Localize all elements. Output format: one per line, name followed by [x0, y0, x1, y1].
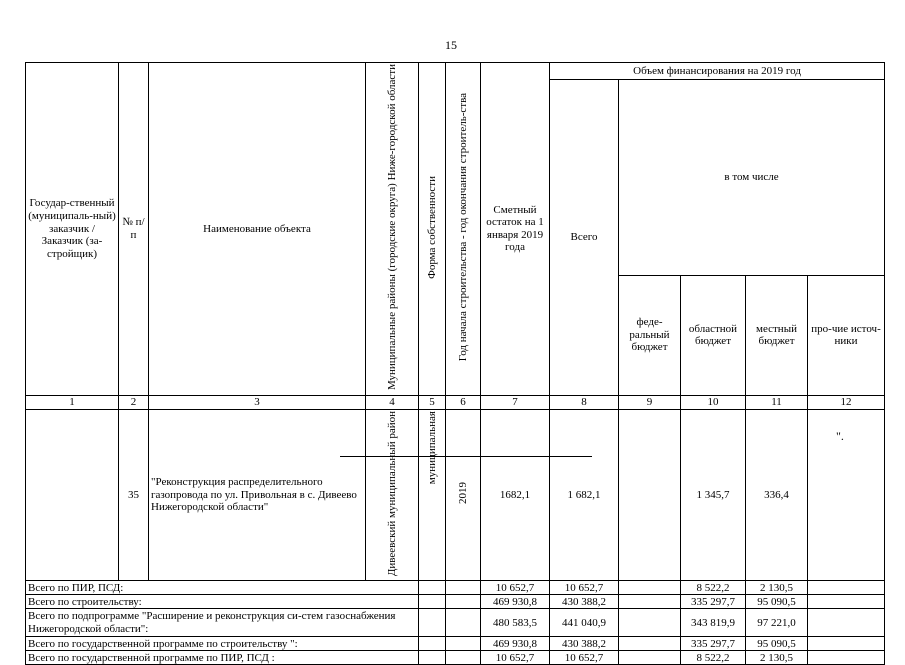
summary-federal — [619, 609, 681, 637]
summary-row-subprogram — [26, 609, 885, 637]
object-other — [808, 409, 885, 581]
summary-other — [808, 637, 885, 651]
object-ownership-cell — [419, 409, 446, 581]
summary-label: Всего по государственной программе по строительству ": — [26, 637, 419, 651]
summary-local: 97 221,0 — [746, 609, 808, 637]
summary-empty — [419, 595, 446, 609]
summary-total: 430 388,2 — [550, 637, 619, 651]
summary-row-program-pir — [26, 651, 885, 665]
column-number: 6 — [446, 395, 481, 409]
object-number: 35 — [119, 409, 149, 581]
summary-federal — [619, 595, 681, 609]
object-total: 1 682,1 — [550, 409, 619, 581]
summary-total: 441 040,9 — [550, 609, 619, 637]
header-ownership: Форма собственности — [425, 175, 438, 279]
object-district-cell — [366, 409, 419, 581]
column-number: 3 — [149, 395, 366, 409]
summary-local: 95 090,5 — [746, 637, 808, 651]
header-ownership-cell — [419, 63, 446, 396]
summary-empty — [446, 595, 481, 609]
summary-label: Всего по подпрограмме "Расширение и реконструкция си-стем газоснабжения Нижегородской области": — [26, 609, 419, 637]
header-number: № п/п — [119, 63, 149, 396]
summary-empty — [446, 581, 481, 595]
header-object-name: Наименование объекта — [149, 63, 366, 396]
summary-row-construction — [26, 595, 885, 609]
summary-row-pir — [26, 581, 885, 595]
column-number: 5 — [419, 395, 446, 409]
summary-federal — [619, 581, 681, 595]
column-numbers-row — [26, 395, 885, 409]
summary-label: Всего по государственной программе по ПИР, ПСД : — [26, 651, 419, 665]
summary-label: Всего по ПИР, ПСД: — [26, 581, 419, 595]
summary-regional: 8 522,2 — [681, 651, 746, 665]
summary-other — [808, 651, 885, 665]
header-years-cell — [446, 63, 481, 396]
header-customer: Государ-ственный (муниципаль-ный) заказчик / Заказчик (за-стройщик) — [26, 63, 119, 396]
separator-line — [340, 456, 592, 457]
summary-regional: 8 522,2 — [681, 581, 746, 595]
summary-total: 10 652,7 — [550, 581, 619, 595]
summary-estimate: 10 652,7 — [481, 651, 550, 665]
summary-estimate: 469 930,8 — [481, 637, 550, 651]
summary-empty — [419, 609, 446, 637]
summary-other — [808, 609, 885, 637]
column-number: 12 — [808, 395, 885, 409]
summary-other — [808, 595, 885, 609]
column-number: 8 — [550, 395, 619, 409]
column-number: 4 — [366, 395, 419, 409]
object-regional: 1 345,7 — [681, 409, 746, 581]
object-row — [26, 409, 885, 581]
summary-local: 95 090,5 — [746, 595, 808, 609]
header-financing-group: Объем финансирования на 2019 год — [550, 63, 885, 80]
summary-estimate: 469 930,8 — [481, 595, 550, 609]
summary-total: 10 652,7 — [550, 651, 619, 665]
header-years: Год начала строительства - год окончания строитель-ства — [456, 92, 469, 362]
summary-empty — [419, 637, 446, 651]
closing-quote-mark: ". — [836, 429, 844, 443]
column-number: 11 — [746, 395, 808, 409]
header-federal: феде-ральный бюджет — [619, 275, 681, 395]
summary-regional: 335 297,7 — [681, 595, 746, 609]
summary-local: 2 130,5 — [746, 581, 808, 595]
object-local: 336,4 — [746, 409, 808, 581]
summary-estimate: 10 652,7 — [481, 581, 550, 595]
object-year-cell — [446, 409, 481, 581]
summary-row-program-construction — [26, 637, 885, 651]
header-regional: областной бюджет — [681, 275, 746, 395]
summary-estimate: 480 583,5 — [481, 609, 550, 637]
summary-federal — [619, 651, 681, 665]
object-year: 2019 — [456, 482, 469, 505]
object-customer — [26, 409, 119, 581]
header-other: про-чие источ-ники — [808, 275, 885, 395]
summary-total: 430 388,2 — [550, 595, 619, 609]
header-estimate-balance: Сметный остаток на 1 января 2019 года — [481, 63, 550, 396]
summary-empty — [446, 609, 481, 637]
header-total: Всего — [550, 80, 619, 396]
financing-table — [25, 62, 885, 665]
header-districts-cell — [366, 63, 419, 396]
object-estimate-balance: 1682,1 — [481, 409, 550, 581]
summary-empty — [419, 581, 446, 595]
summary-federal — [619, 637, 681, 651]
summary-empty — [446, 637, 481, 651]
object-federal — [619, 409, 681, 581]
header-districts: Муниципальные районы (городские округа) Ниже-городской области — [385, 64, 398, 390]
summary-regional: 343 819,9 — [681, 609, 746, 637]
header-including: в том числе — [619, 80, 885, 276]
object-district: Дивеевский муниципальный район — [385, 410, 398, 576]
header-local: местный бюджет — [746, 275, 808, 395]
summary-empty — [419, 651, 446, 665]
page-number: 15 — [445, 38, 457, 52]
summary-local: 2 130,5 — [746, 651, 808, 665]
column-number: 9 — [619, 395, 681, 409]
summary-empty — [446, 651, 481, 665]
object-name: "Реконструкция распределительного газопровода по ул. Привольная в с. Дивеево Нижегородской области" — [149, 409, 366, 581]
column-number: 2 — [119, 395, 149, 409]
column-number: 7 — [481, 395, 550, 409]
summary-other — [808, 581, 885, 595]
object-ownership: муниципальная — [425, 410, 438, 484]
column-number: 10 — [681, 395, 746, 409]
summary-label: Всего по строительству: — [26, 595, 419, 609]
summary-regional: 335 297,7 — [681, 637, 746, 651]
column-number: 1 — [26, 395, 119, 409]
